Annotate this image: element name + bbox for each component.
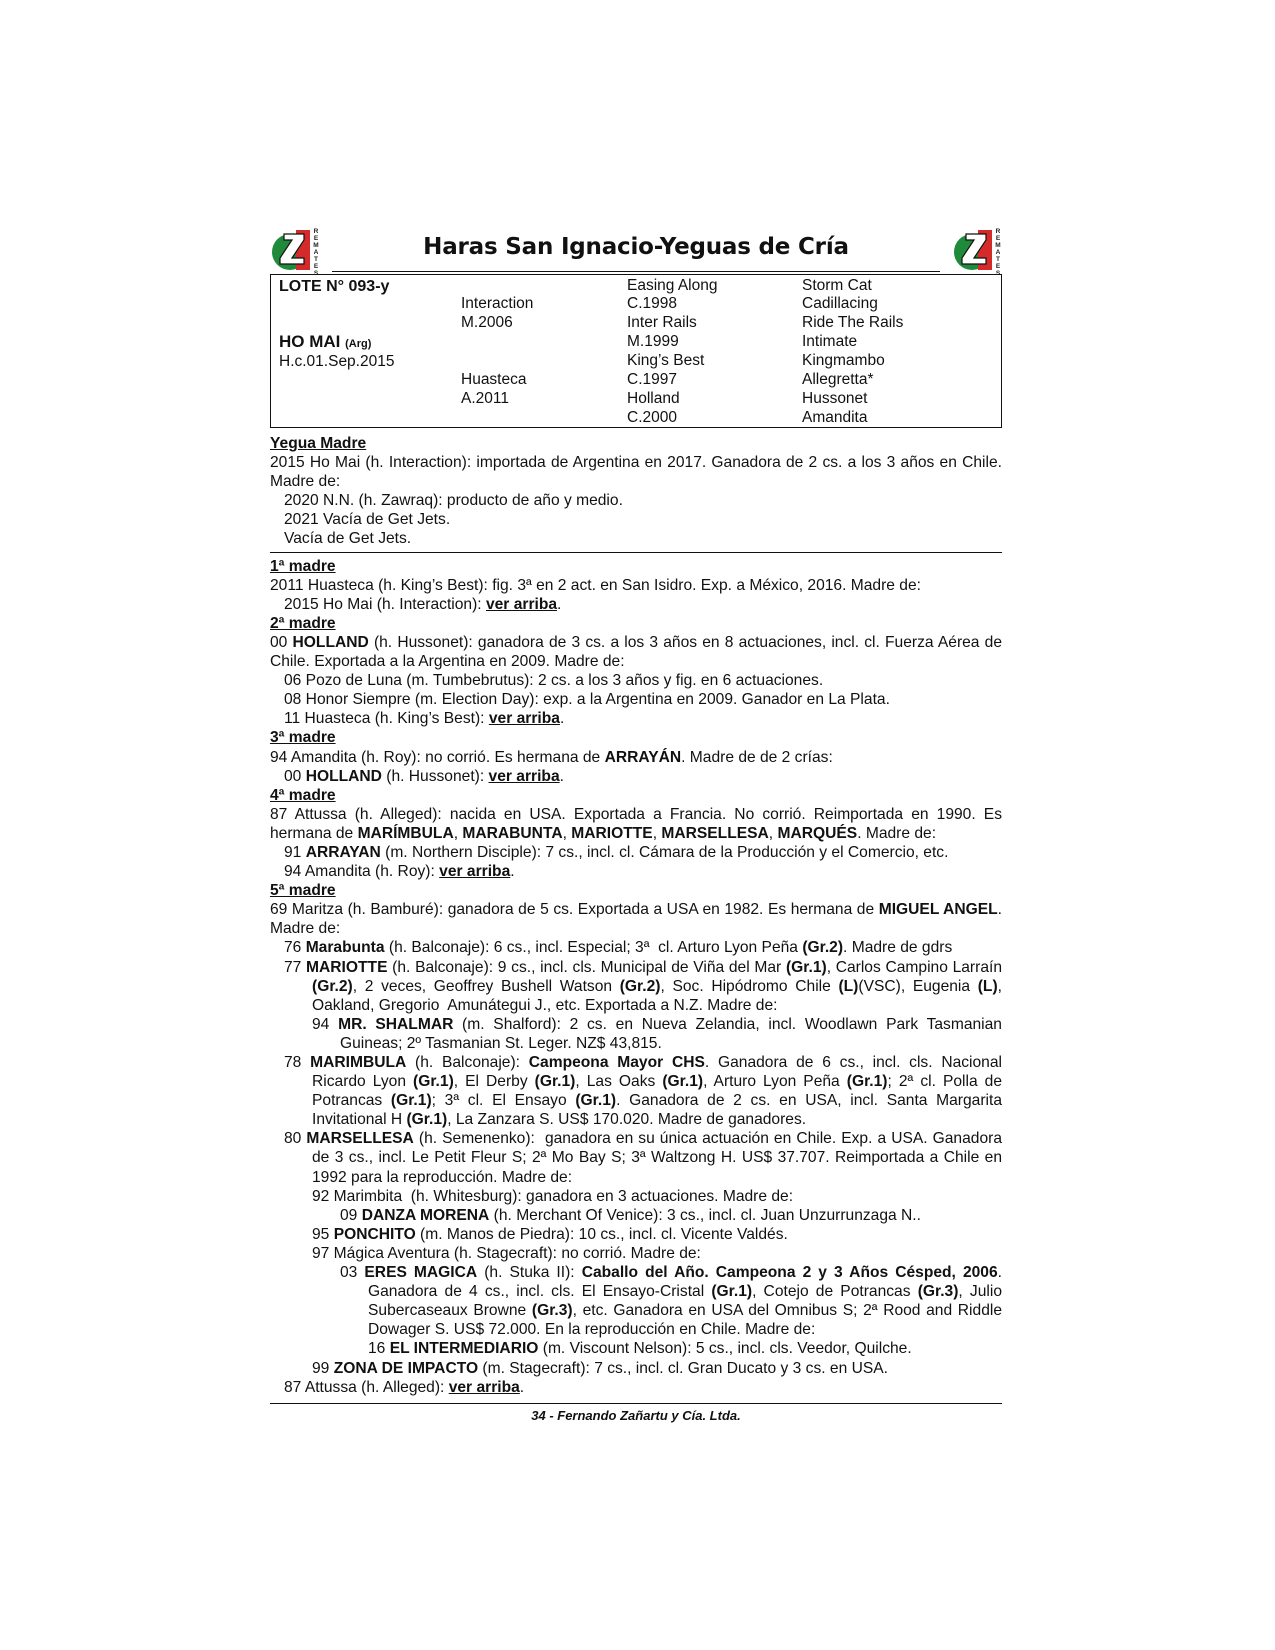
ancestor-2: Cadillacing bbox=[802, 295, 878, 312]
section-4a-madre: 4ª madre bbox=[270, 786, 336, 804]
logo-text: REMATES bbox=[313, 228, 319, 277]
ancestor-6: Allegretta* bbox=[802, 371, 874, 388]
grandsire-1: Easing Along bbox=[627, 277, 718, 294]
horse-name bbox=[279, 332, 371, 354]
entry-text: 00 HOLLAND (h. Hussonet): ver arriba. bbox=[284, 767, 564, 785]
ancestor-4: Intimate bbox=[802, 333, 858, 350]
section-yegua-madre: Yegua Madre bbox=[270, 435, 367, 452]
grandsire-2: King’s Best bbox=[627, 352, 705, 369]
section-1a-madre: 1ª madre bbox=[270, 557, 336, 575]
lote-number: LOTE N° 093-y bbox=[279, 278, 390, 295]
logo-text: REMATES bbox=[995, 228, 1001, 277]
horse-details: H.c.01.Sep.2015 bbox=[279, 353, 395, 370]
ancestor-7: Hussonet bbox=[802, 390, 868, 407]
entry-text: 92 Marimbita (h. Whitesburg): ganadora en 3 actuaciones. Madre de: bbox=[312, 1187, 794, 1205]
footer-rule bbox=[270, 1403, 1002, 1404]
grandsire-1-detail: C.1998 bbox=[627, 295, 677, 312]
grandsire-2-detail: C.1997 bbox=[627, 371, 677, 388]
pedigree-body bbox=[270, 434, 1002, 1397]
entry-text: 2015 Ho Mai (h. Interaction): ver arriba. bbox=[284, 595, 562, 613]
separator bbox=[270, 552, 1002, 553]
entry-text: 78 MARIMBULA (h. Balconaje): Campeona Mayor CHS. Ganadora de 6 cs., incl. cls. Nacional Ricardo Lyon (Gr.1), El Derby (Gr.1), Las Oaks (Gr.1), Arturo Lyon Peña (Gr.1); 2ª cl. Polla de Potrancas (Gr.1); 3ª cl. El Ensayo (Gr.1). Ganadora de 2 cs. en USA, incl. Santa Margarita Invitational H (Gr.1), La Zanzara S. US$ 170.020. Madre de ganadores. bbox=[284, 1054, 1002, 1129]
remates-logo-right bbox=[952, 228, 1002, 277]
entry-text: 76 Marabunta (h. Balconaje): 6 cs., incl. Especial; 3ª cl. Arturo Lyon Peña (Gr.2). Madre de gdrs bbox=[284, 939, 953, 957]
granddam-1: Inter Rails bbox=[627, 314, 697, 331]
entry-text: 77 MARIOTTE (h. Balconaje): 9 cs., incl. cls. Municipal de Viña del Mar (Gr.1), Carlos Campino Larraín (Gr.2), 2 veces, Geoffrey Bushell Watson (Gr.2), Soc. Hipódromo Chile (L)(VSC), Eugenia (L), Oakland, Gregorio Amunátegui J., etc. Exportada a N.Z. Madre de: bbox=[284, 958, 1002, 1014]
entry-text: 16 EL INTERMEDIARIO (m. Viscount Nelson): 5 cs., incl. cls. Veedor, Quilche. bbox=[368, 1340, 912, 1358]
title-underline bbox=[332, 271, 940, 272]
page bbox=[270, 228, 1002, 1423]
entry-text: 94 Amandita (h. Roy): no corrió. Es hermana de ARRAYÁN. Madre de de 2 crías: bbox=[270, 748, 833, 766]
entry-text: 87 Attussa (h. Alleged): ver arriba. bbox=[284, 1378, 525, 1396]
entry-text: 99 ZONA DE IMPACTO (m. Stagecraft): 7 cs., incl. cl. Gran Ducato y 3 cs. en USA. bbox=[312, 1359, 888, 1377]
entry-text: 08 Honor Siempre (m. Election Day): exp. a la Argentina en 2009. Ganador en La Plata. bbox=[284, 691, 890, 709]
entry-text: Vacía de Get Jets. bbox=[284, 530, 412, 548]
page-header bbox=[270, 228, 1002, 277]
entry-text: 06 Pozo de Luna (m. Tumbebrutus): 2 cs. a los 3 años y fig. en 6 actuaciones. bbox=[284, 672, 824, 690]
horse-name-text: HO MAI bbox=[279, 332, 341, 351]
section-5a-madre: 5ª madre bbox=[270, 882, 336, 900]
sire-detail: M.2006 bbox=[461, 314, 513, 331]
entry-text: 69 Maritza (h. Bamburé): ganadora de 5 cs. Exportada a USA en 1982. Es hermana de MIGUEL ANGEL. Madre de: bbox=[270, 901, 1002, 938]
sire-name: Interaction bbox=[461, 295, 534, 312]
entry-text: 80 MARSELLESA (h. Semenenko): ganadora en su única actuación en Chile. Exp. a USA. Ganadora de 3 cs., incl. Le Petit Fleur S; 2ª Mo Bay S; 3ª Waltzong H. US$ 37.707. Reimportada a Chile en 1992 para la reproducción. Madre de: bbox=[284, 1130, 1002, 1186]
entry-text: 94 Amandita (h. Roy): ver arriba. bbox=[284, 863, 515, 881]
ancestor-1: Storm Cat bbox=[802, 277, 872, 294]
entry-text: 87 Attussa (h. Alleged): nacida en USA. Exportada a Francia. No corrió. Reimportada en 1990. Es hermana de MARÍMBULA, MARABUNTA, MARIOTTE, MARSELLESA, MARQUÉS. Madre de: bbox=[270, 805, 1002, 842]
page-footer: 34 - Fernando Zañartu y Cía. Ltda. bbox=[531, 1407, 741, 1423]
entry-text: 09 DANZA MORENA (h. Merchant Of Venice): 3 cs., incl. cl. Juan Unzurrunzaga N.. bbox=[340, 1206, 921, 1224]
entry-text: 2011 Huasteca (h. King’s Best): fig. 3ª en 2 act. en San Isidro. Exp. a México, 2016. Madre de: bbox=[270, 576, 921, 594]
entry-text: 11 Huasteca (h. King’s Best): ver arriba. bbox=[284, 710, 565, 728]
entry-text: 2020 N.N. (h. Zawraq): producto de año y medio. bbox=[284, 492, 623, 510]
page-title: Haras San Ignacio-Yeguas de Cría bbox=[423, 234, 849, 260]
remates-logo-left bbox=[270, 228, 320, 277]
entry-text: 03 ERES MAGICA (h. Stuka II): Caballo del Año. Campeona 2 y 3 Años Césped, 2006. Ganadora de 4 cs., incl. cls. El Ensayo-Cristal (Gr.1), Cotejo de Potrancas (Gr.3), Julio Subercaseaux Browne (Gr.3), etc. Ganadora en USA del Omnibus S; 2ª Rood and Riddle Dowager S. US$ 72.000. En la reproducción en Chile. Madre de: bbox=[340, 1264, 1003, 1339]
dam-detail: A.2011 bbox=[461, 390, 509, 407]
pedigree-table bbox=[270, 274, 1002, 428]
section-3a-madre: 3ª madre bbox=[270, 729, 336, 747]
dam-name: Huasteca bbox=[461, 371, 527, 388]
granddam-2-detail: C.2000 bbox=[627, 409, 677, 426]
entry-text: 94 MR. SHALMAR (m. Shalford): 2 cs. en Nueva Zelandia, incl. Woodlawn Park Tasmanian Guineas; 2º Tasmanian St. Leger. NZ$ 43,815. bbox=[312, 1015, 1002, 1052]
entry-text: 2021 Vacía de Get Jets. bbox=[284, 511, 451, 529]
granddam-1-detail: M.1999 bbox=[627, 333, 679, 350]
horse-origin: (Arg) bbox=[345, 338, 372, 350]
ancestor-3: Ride The Rails bbox=[802, 314, 904, 331]
entry-text: 91 ARRAYAN (m. Northern Disciple): 7 cs., incl. cl. Cámara de la Producción y el Comercio, etc. bbox=[284, 843, 949, 861]
entry-text: 95 PONCHITO (m. Manos de Piedra): 10 cs., incl. cl. Vicente Valdés. bbox=[312, 1225, 788, 1243]
section-2a-madre: 2ª madre bbox=[270, 614, 336, 632]
entry-text: 00 HOLLAND (h. Hussonet): ganadora de 3 cs. a los 3 años en 8 actuaciones, incl. cl. Fuerza Aérea de Chile. Exportada a la Argentina en 2009. Madre de: bbox=[270, 633, 1002, 671]
ancestor-8: Amandita bbox=[802, 409, 868, 426]
ancestor-5: Kingmambo bbox=[802, 352, 885, 369]
entry-text: 97 Mágica Aventura (h. Stagecraft): no corrió. Madre de: bbox=[312, 1244, 701, 1262]
granddam-2: Holland bbox=[627, 390, 680, 407]
entry-text: 2015 Ho Mai (h. Interaction): importada de Argentina en 2017. Ganadora de 2 cs. a los 3 años en Chile. Madre de: bbox=[270, 454, 1002, 491]
